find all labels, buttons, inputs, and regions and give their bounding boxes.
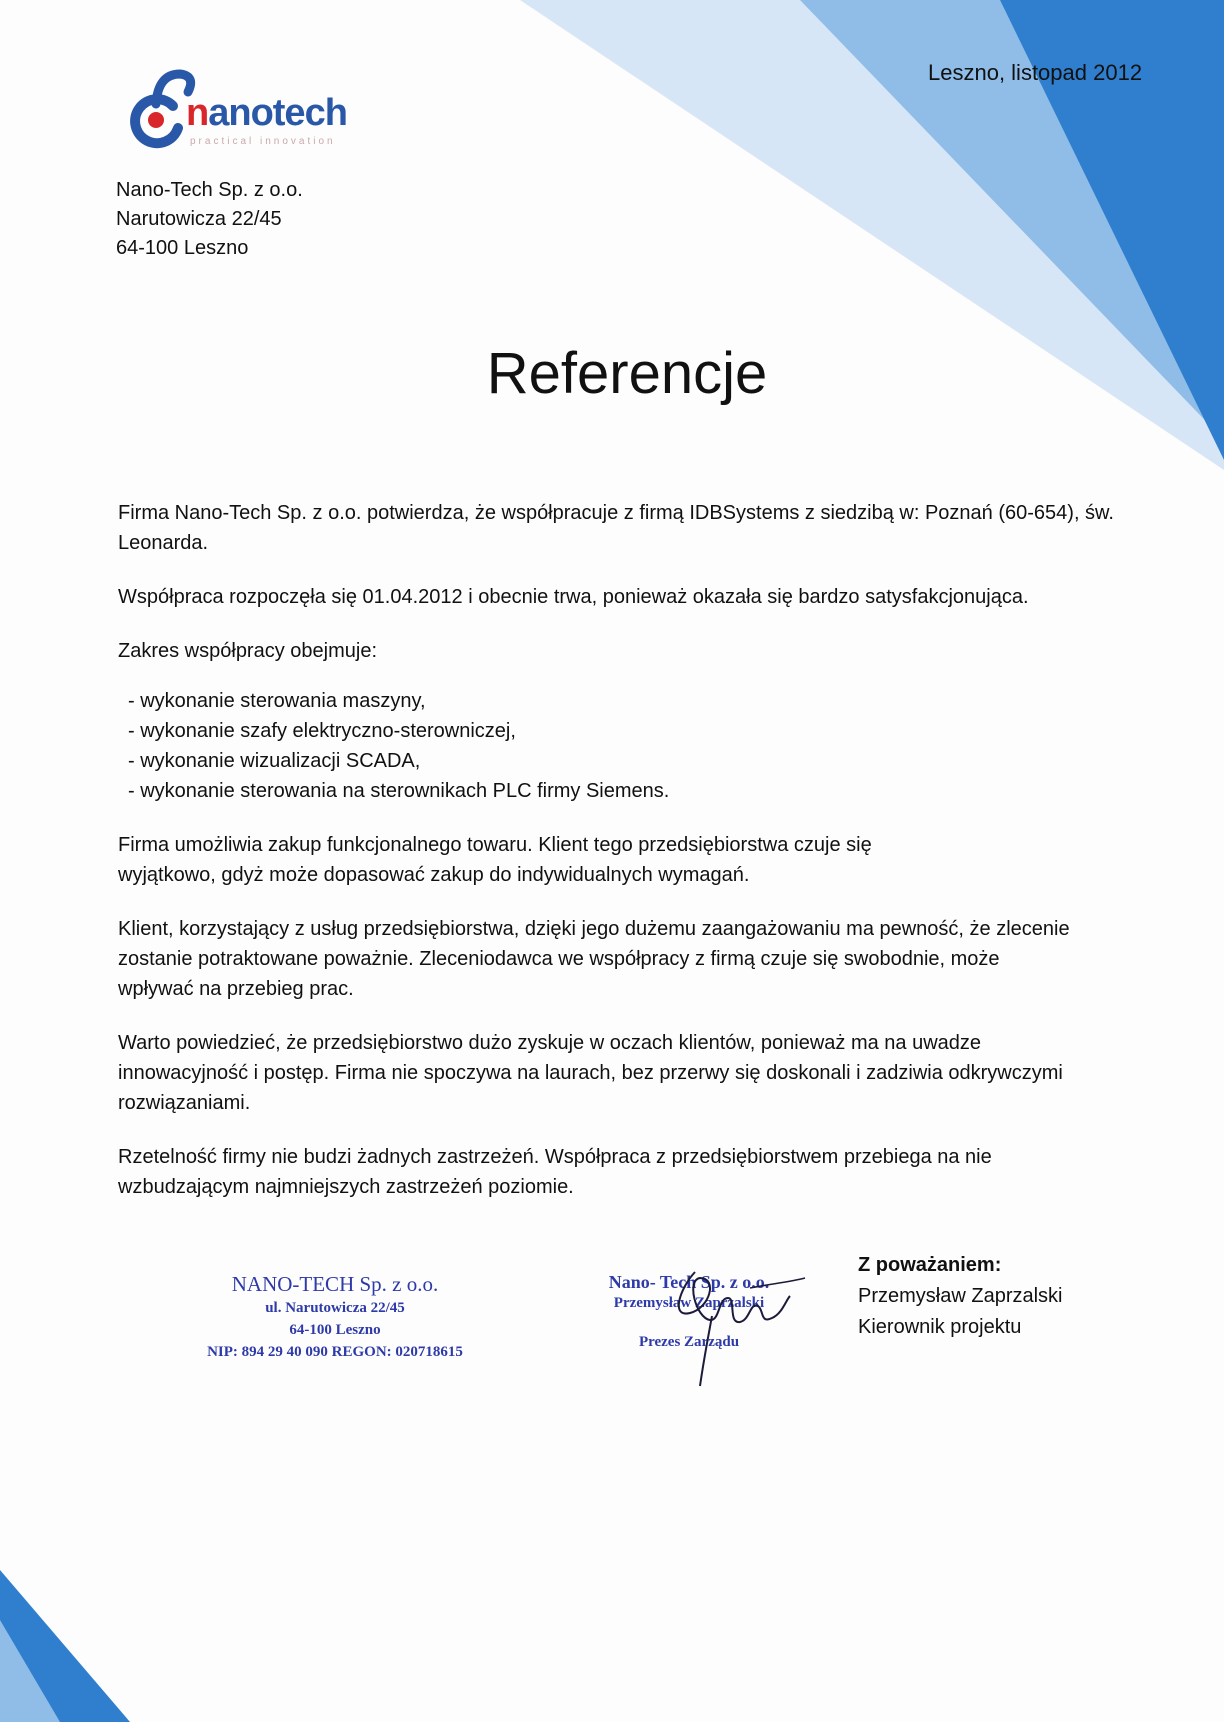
stamp-tax-ids: NIP: 894 29 40 090 REGON: 020718615 — [207, 1344, 463, 1360]
logo-wordmark — [186, 92, 347, 135]
scope-list-item: - wykonanie sterowania na sterownikach PLC firmy Siemens. — [128, 780, 670, 802]
scope-list-item: - wykonanie wizualizacji SCADA, — [128, 750, 421, 772]
paragraph-cooperation-start: Współpraca rozpoczęła się 01.04.2012 i obecnie trwa, ponieważ okazała się bardzo satysfakcjonująca. — [118, 586, 1029, 608]
handwritten-signature — [600, 1258, 810, 1388]
signature-stamp-role: Prezes Zarządu — [638, 1334, 740, 1350]
company-logo — [118, 66, 348, 156]
letter-title: Referencje — [486, 341, 768, 406]
closing-greeting: Z poważaniem: — [858, 1254, 1002, 1276]
stamp-street: ul. Narutowicza 22/45 — [265, 1300, 405, 1316]
paragraph-reliability: Rzetelność firmy nie budzi żadnych zastrzeżeń. Współpraca z przedsiębiorstwem przebiega na nie wzbudzającym najmniejszych zastrzeżeń poziomie. — [118, 1146, 992, 1198]
logo-wordmark-part1: n — [186, 92, 209, 134]
paragraph-client-confidence: Klient, korzystający z usług przedsiębiorstwa, dzięki jego dużemu zaangażowaniu ma pewność, że zlecenie zostanie potraktowane poważnie. Zleceniodawca we współpracy z firmą czuje się swobodnie, może wpływać na przebieg prac. — [118, 918, 1070, 1000]
paragraph-cooperation-statement: Firma Nano-Tech Sp. z o.o. potwierdza, że współpracuje z firmą IDBSystems z siedzibą w: Poznań (60-654), św. Leonarda. — [118, 502, 1114, 554]
signatory-role: Kierownik projektu — [858, 1316, 1022, 1338]
address-line-city: 64-100 Leszno — [116, 237, 249, 259]
paragraph-scope-heading: Zakres współpracy obejmuje: — [118, 640, 377, 662]
stamp-company-name: NANO-TECH Sp. z o.o. — [231, 1272, 439, 1296]
closing-block — [858, 1250, 1062, 1343]
paragraph-functional-goods: Firma umożliwia zakup funkcjonalnego towaru. Klient tego przedsiębiorstwa czuje się wyjątkowo, gdyż może dopasować zakup do indywidualnych wymagań. — [118, 834, 872, 886]
letter-date: Leszno, listopad 2012 — [928, 60, 1143, 85]
scope-list-item: - wykonanie sterowania maszyny, — [128, 690, 426, 712]
scope-list-item: - wykonanie szafy elektryczno-sterowniczej, — [128, 720, 516, 742]
signature-stamp-name: Przemysław Zaprzalski — [613, 1295, 765, 1311]
address-line-street: Narutowicza 22/45 — [116, 208, 282, 230]
logo-wordmark-part2: anotech — [208, 92, 347, 134]
stamp-city: 64-100 Leszno — [289, 1322, 381, 1338]
logo-tagline: practical innovation — [190, 136, 336, 147]
signature-stamp-company: Nano- Tech Sp. z o.o. — [608, 1272, 770, 1292]
sender-address — [116, 176, 303, 263]
company-stamp — [170, 1272, 500, 1363]
scope-list — [118, 686, 1138, 806]
signatory-name: Przemysław Zaprzalski — [858, 1285, 1063, 1307]
paragraph-innovation: Warto powiedzieć, że przedsiębiorstwo dużo zyskuje w oczach klientów, ponieważ ma na uwadze innowacyjność i postęp. Firma nie spoczywa na laurach, bez przerwy się doskonali i zadziwia odkrywczymi rozwiązaniami. — [118, 1032, 1063, 1114]
address-line-company: Nano-Tech Sp. z o.o. — [116, 179, 303, 201]
letter-body — [118, 498, 1138, 1226]
